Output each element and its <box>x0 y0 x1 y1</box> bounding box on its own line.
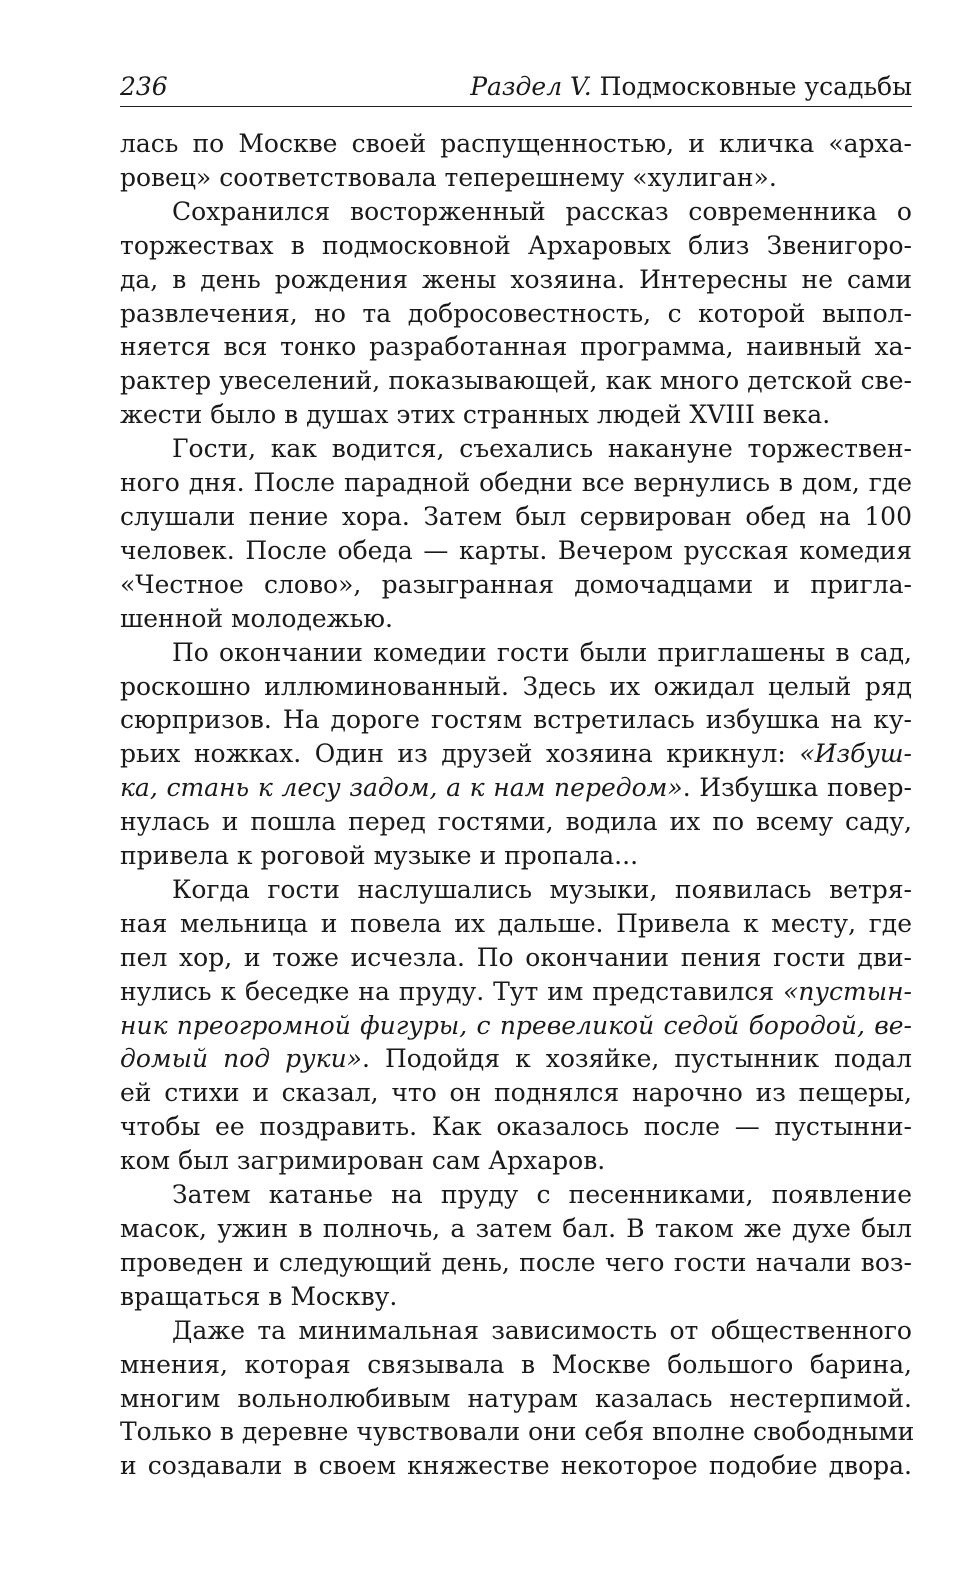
text-span: слушали пение хора. Затем был сервирован обед на 100 <box>120 501 912 531</box>
text-span: развлечения, но та добросовестность, с которой выпол- <box>120 298 912 328</box>
text-span: ного дня. После парадной обедни все вернулись в дом, где <box>120 468 912 498</box>
text-line <box>120 805 912 839</box>
italic-quote: ник преогромной фигуры, с превеликой седой бородой, ве- <box>120 1010 912 1040</box>
text-line <box>120 839 912 873</box>
text-span: жести было в душах этих странных людей XVIII века. <box>120 400 831 430</box>
italic-quote: ка, стань к лесу задом, а к нам передом» <box>120 773 683 803</box>
text-span: шенной молодежью. <box>120 603 393 633</box>
text-line <box>120 1314 912 1348</box>
section-name: Подмосковные усадьбы <box>591 72 912 101</box>
text-line <box>120 1009 912 1043</box>
text-span: привела к роговой музыке и пропала... <box>120 841 639 871</box>
text-line <box>120 907 912 941</box>
italic-quote: домый под руки» <box>120 1044 362 1074</box>
text-span: Только в деревне чувствовали они себя вполне свободными <box>120 1417 915 1447</box>
italic-quote: «Избуш- <box>799 739 912 769</box>
text-line <box>120 1280 912 1314</box>
text-span: пел хор, и тоже исчезла. По окончании пения гости дви- <box>120 942 912 972</box>
text-span: нулись к беседке на пруду. Тут им представился <box>120 976 784 1006</box>
text-line <box>120 466 912 500</box>
text-span: ровец» соответствовала теперешнему «хулиган». <box>120 162 777 192</box>
text-line <box>120 771 912 805</box>
text-line <box>120 1246 912 1280</box>
text-span: . Подойдя к хозяйке, пустынник подал <box>361 1044 912 1074</box>
text-line <box>120 330 912 364</box>
section-label: Раздел V. <box>470 72 592 101</box>
text-span: рактер увеселений, показывающей, как много детской све- <box>120 366 912 396</box>
text-line <box>120 161 912 195</box>
text-span: ная мельница и повела их дальше. Привела к месту, где <box>120 908 912 938</box>
text-line <box>120 263 912 297</box>
text-span: да, в день рождения жены хозяина. Интересны не сами <box>120 264 912 294</box>
text-line <box>120 1042 912 1076</box>
text-line <box>120 1178 912 1212</box>
text-line <box>120 500 912 534</box>
text-span: Сохранился восторженный рассказ современника о <box>172 196 912 226</box>
text-span: масок, ужин в полночь, а затем бал. В таком же духе был <box>120 1214 912 1243</box>
body-text <box>120 127 915 1483</box>
text-line <box>120 636 912 670</box>
text-line <box>120 297 912 331</box>
text-span: Затем катанье на пруду с песенниками, появление <box>172 1180 912 1210</box>
text-span: мнения, которая связывала в Москве большого барина, <box>120 1349 912 1379</box>
text-line <box>120 1348 912 1382</box>
text-line <box>120 941 912 975</box>
text-span: рьих ножках. Один из друзей хозяина крикнул: <box>120 739 800 769</box>
text-span: Даже та минимальная зависимость от общественного <box>172 1315 912 1345</box>
text-line <box>120 229 912 263</box>
text-line <box>120 364 912 398</box>
text-line <box>120 1212 912 1246</box>
text-line <box>120 1144 912 1178</box>
text-line <box>120 398 912 432</box>
text-line <box>120 670 912 704</box>
italic-quote: «пустын- <box>783 976 912 1006</box>
text-span: ком был загримирован сам Архаров. <box>120 1146 606 1176</box>
text-line <box>120 1449 912 1483</box>
text-span: чтобы ее поздравить. Как оказалось после — пустынни- <box>120 1112 912 1142</box>
text-span: «Честное слово», разыгранная домочадцами и пригла- <box>120 569 912 599</box>
text-span: нулась и пошла перед гостями, водила их по всему саду, <box>120 807 912 837</box>
page-number: 236 <box>120 72 168 101</box>
text-line <box>120 534 912 568</box>
text-span: и создавали в своем княжестве некоторое подобие двора. <box>120 1451 912 1481</box>
text-span: сюрпризов. На дороге гостям встретилась избушка на ку- <box>120 705 912 735</box>
text-line <box>120 873 912 907</box>
text-line <box>120 432 912 466</box>
text-span: вращаться в Москву. <box>120 1281 398 1311</box>
text-span: няется вся тонко разработанная программа, наивный ха- <box>120 332 912 362</box>
text-line <box>120 568 912 602</box>
text-span: роскошно иллюминованный. Здесь их ожидал целый ряд <box>120 671 912 701</box>
text-span: торжествах в подмосковной Архаровых близ Звенигоро- <box>120 230 912 260</box>
text-line <box>120 602 912 636</box>
text-span: ей стихи и сказал, что он поднялся нарочно из пещеры, <box>120 1078 912 1108</box>
text-line <box>120 127 912 161</box>
text-span: По окончании комедии гости были приглашены в сад, <box>172 637 912 667</box>
text-line <box>120 195 912 229</box>
text-span: Гости, как водится, съехались накануне торжествен- <box>172 434 912 464</box>
section-title <box>470 72 912 101</box>
text-line <box>120 1415 915 1449</box>
text-line <box>120 975 912 1009</box>
running-header <box>120 72 912 107</box>
text-line <box>120 703 912 737</box>
text-line <box>120 1076 912 1110</box>
text-span: многим вольнолюбивым натурам казалась нестерпимой. <box>120 1383 912 1413</box>
text-span: Когда гости наслушались музыки, появилась ветря- <box>172 874 912 904</box>
text-span: проведен и следующий день, после чего гости начали воз- <box>120 1247 912 1277</box>
text-span: человек. После обеда — карты. Вечером русская комедия <box>120 535 912 565</box>
text-line <box>120 737 912 771</box>
text-span: лась по Москве своей распущенностью, и кличка «арха- <box>120 129 912 158</box>
text-line <box>120 1382 912 1416</box>
text-span: . Избушка повер- <box>682 773 912 803</box>
text-line <box>120 1110 912 1144</box>
